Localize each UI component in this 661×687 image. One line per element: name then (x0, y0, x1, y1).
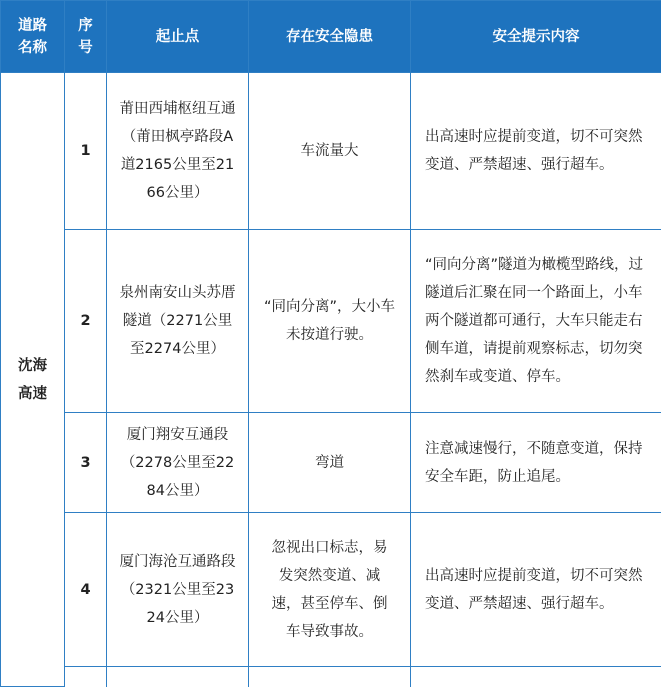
table-row (1, 230, 661, 413)
tip-cell: 注意减速慢行，不随意变道，保持安全车距，防止追尾。 (411, 413, 661, 513)
hazard-cell: 忽视出口标志，易发突然变道、减速，甚至停车、倒车导致事故。 (249, 513, 411, 667)
section-cell: 厦门海沧互通路段（2321公里至2324公里） (107, 513, 249, 667)
cut-off-cell (107, 667, 249, 687)
section-cell: 厦门翔安互通段（2278公里至2284公里） (107, 413, 249, 513)
header-seq: 序号 (65, 1, 107, 73)
row-number: 2 (65, 230, 107, 413)
header-section: 起止点 (107, 1, 249, 73)
hazard-cell: “同向分离”，大小车未按道行驶。 (249, 230, 411, 413)
hazard-cell: 车流量大 (249, 73, 411, 230)
header-hazard: 存在安全隐患 (249, 1, 411, 73)
hazard-cell: 弯道 (249, 413, 411, 513)
table-row-cut-off (1, 667, 661, 687)
tip-cell: 出高速时应提前变道，切不可突然变道、严禁超速、强行超车。 (411, 513, 661, 667)
table-row (1, 513, 661, 667)
table-row (1, 73, 661, 230)
header-tip: 安全提示内容 (411, 1, 661, 73)
cut-off-cell (249, 667, 411, 687)
header-road-name: 道路名称 (1, 1, 65, 73)
row-number: 3 (65, 413, 107, 513)
row-number: 4 (65, 513, 107, 667)
row-number: 1 (65, 73, 107, 230)
tip-cell: 出高速时应提前变道，切不可突然变道、严禁超速、强行超车。 (411, 73, 661, 230)
cut-off-cell (411, 667, 661, 687)
table-row (1, 413, 661, 513)
cut-off-cell (65, 667, 107, 687)
section-cell: 莆田西埔枢纽互通（莆田枫亭路段A道2165公里至2166公里） (107, 73, 249, 230)
section-cell: 泉州南安山头苏厝隧道（2271公里至2274公里） (107, 230, 249, 413)
tip-cell: “同向分离”隧道为橄榄型路线，过隧道后汇聚在同一个路面上，小车两个隧道都可通行，大车只能走右侧车道，请提前观察标志，切勿突然刹车或变道、停车。 (411, 230, 661, 413)
header-row (1, 1, 661, 73)
road-name-cell: 沈海高速 (1, 73, 65, 687)
